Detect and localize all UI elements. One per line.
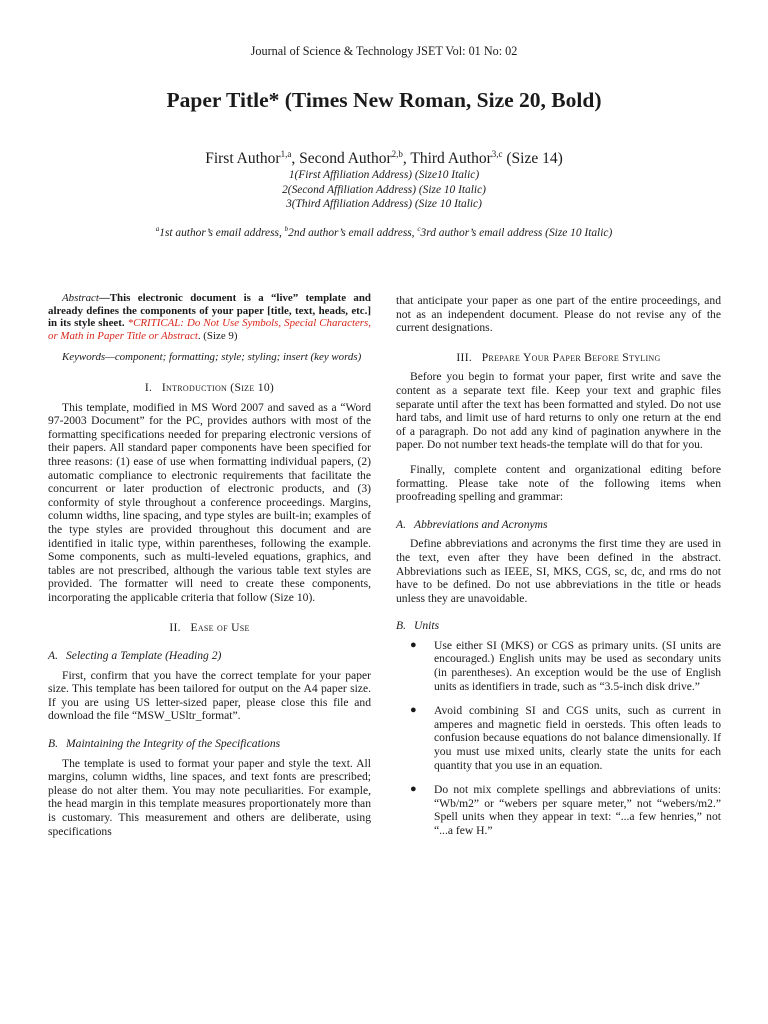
author-size-note: (Size 14) (502, 150, 563, 168)
section-heading-prepare (396, 351, 721, 365)
bullet-icon: ● (410, 783, 417, 796)
author-superscript: 2,b (391, 149, 403, 159)
bullet-icon: ● (410, 704, 417, 717)
abstract (48, 292, 371, 342)
abstract-dash: — (98, 292, 110, 304)
author-superscript: 1,a (280, 149, 292, 159)
selecting-paragraph: First, confirm that you have the correct template for your paper size. This template has been tailored for output on the A4 paper size. If you are using US letter-sized paper, please close this file and download the file “MSW_USltr_format”. (48, 668, 371, 723)
paper-title: Paper Title* (Times New Roman, Size 20, Bold) (166, 88, 602, 112)
abstract-text: This electronic document is a “live” template and already defines the components of your paper [title, text, heads, etc.] in its style sheet. (48, 292, 371, 330)
abstract-critical-note: *CRITICAL: Do Not Use Symbols, Special Characters, or Math in Paper Title or Abstract (48, 317, 372, 342)
email-superscript: c (417, 225, 421, 233)
abstract-size-note: . (Size 9) (197, 329, 238, 342)
subsection-number: B. (396, 619, 406, 633)
list-item (396, 704, 721, 772)
subsection-title: Units (414, 619, 440, 633)
affiliation-line: 1(First Affiliation Address) (Size10 Italic) (288, 169, 480, 181)
intro-paragraph: This template, modified in MS Word 2007 and saved as a “Word 97-2003 Document” for the PC, provides authors with most of the formatting specifications needed for preparing electronic versions of their papers. All standard paper components have been specified for three reasons: (1) ease of use when formatting individual papers, (2) automatic compliance to electronic requirements that facilitate the concurrent or later production of electronic products, and (3) conformity of style throughout a conference proceedings. Margins, column widths, line spacing, and type styles are built-in; examples of the type styles are provided throughout this document and are identified in italic type, within parentheses, following the example. Some components, such as multi-leveled equations, graphics, and tables are not prescribed, although the various table text styles are provided. The formatter will need to create these components, incorporating the applicable criteria that follow (Size 10). (48, 400, 371, 604)
journal-header: Journal of Science & Technology JSET Vol: 01 No: 02 (250, 44, 518, 58)
section-number: III. (456, 350, 473, 364)
subsection-number: B. (48, 737, 58, 751)
integrity-paragraph: The template is used to format your paper and style the text. All margins, column widths, line spaces, and text fonts are prescribed; please do not alter them. You may note peculiarities. For example, the head margin in this template measures proportionately more than is customary. This measurement and others are deliberate, using specifications (48, 756, 371, 838)
section-heading-introduction (48, 381, 371, 395)
section-title: Prepare Your Paper Before Styling (481, 350, 661, 364)
subsection-number: A. (48, 649, 58, 663)
affiliation-block (0, 168, 768, 212)
subsection-heading-abbreviations (396, 518, 721, 532)
list-item (396, 783, 721, 837)
affiliation-line: 2(Second Affiliation Address) (Size 10 Italic) (282, 183, 486, 196)
left-column (48, 292, 371, 838)
affiliation-line: 3(Third Affiliation Address) (Size 10 Italic) (286, 198, 482, 211)
author-separator: , (402, 150, 411, 168)
prepare-paragraph: Before you begin to format your paper, first write and save the content as a separate text file. Keep your text and graphic files separate until after the text has been formatted and styled. Do not use hard tabs, and limit use of hard returns to only one return at the end of a paragraph. Do not add any kind of pagination anywhere in the paper. Do not number text heads-the template will do that for you. (396, 370, 721, 452)
list-item (396, 639, 721, 693)
author-separator: , (291, 150, 300, 168)
subsection-title: Selecting a Template (Heading 2) (66, 649, 222, 663)
email-text: 3rd author’s email address (Size 10 Italic) (420, 226, 613, 239)
subsection-title: Abbreviations and Acronyms (414, 517, 548, 531)
abstract-label: Abstract (62, 292, 99, 304)
keywords: Keywords—component; formatting; style; styling; insert (key words) (62, 351, 362, 364)
email-text: 1st author’s email address, (159, 226, 285, 239)
prepare-paragraph: Finally, complete content and organizational editing before formatting. Please take note of the following items when proofreading spelling and grammar: (396, 462, 721, 504)
units-bullet-list (396, 639, 721, 838)
section-number: II. (169, 621, 181, 635)
subsection-number: A. (396, 517, 406, 531)
bullet-icon: ● (410, 638, 417, 651)
continued-paragraph: that anticipate your paper as one part of the entire proceedings, and not as an independent document. Please do not revise any of the current designations. (396, 294, 721, 335)
section-title: Introduction (Size 10) (161, 380, 275, 394)
email-superscript: b (284, 225, 289, 233)
right-column (396, 294, 721, 849)
section-title: Ease of Use (190, 621, 250, 635)
author-superscript: 3,c (491, 149, 503, 159)
abbreviations-paragraph: Define abbreviations and acronyms the first time they are used in the text, even after they have been defined in the abstract. Abbreviations such as IEEE, SI, MKS, CGS, sc, dc, and rms do not have to be defined. Do not use abbreviations in the title or heads unless they are unavoidable. (396, 537, 721, 605)
paragraph-gap (396, 452, 721, 463)
subsection-heading-integrity (48, 737, 371, 751)
section-number: I. (144, 380, 153, 394)
subsection-heading-selecting (48, 649, 371, 663)
subsection-heading-units (396, 619, 721, 633)
subsection-title: Maintaining the Integrity of the Specifications (66, 737, 281, 751)
list-item-text: Do not mix complete spellings and abbreviations of units: “Wb/m2” or “webers per square meter,” not “webers/m2.” Spell units when they appear in text: “...a few henries,” not “...a few H.” (434, 783, 721, 837)
list-item-text: Use either SI (MKS) or CGS as primary units. (SI units are encouraged.) English units may be used as secondary units (in parentheses). An exception would be the use of English units as identifiers in trade, such as “3.5-inch disk drive.” (434, 638, 721, 693)
list-item-text: Avoid combining SI and CGS units, such as current in amperes and magnetic field in oersteds. This often leads to confusion because equations do not balance dimensionally. If you must use mixed units, clearly state the units for each quantity that you use in an equation. (434, 704, 721, 772)
author-line (0, 149, 768, 168)
author-name: Second Author (299, 150, 392, 168)
section-heading-ease-of-use (48, 621, 371, 635)
email-superscript: a (155, 225, 160, 233)
email-line (0, 225, 768, 239)
email-text: 2nd author’s email address, (288, 226, 418, 239)
author-name: Third Author (410, 150, 492, 168)
author-name: First Author (205, 150, 281, 168)
